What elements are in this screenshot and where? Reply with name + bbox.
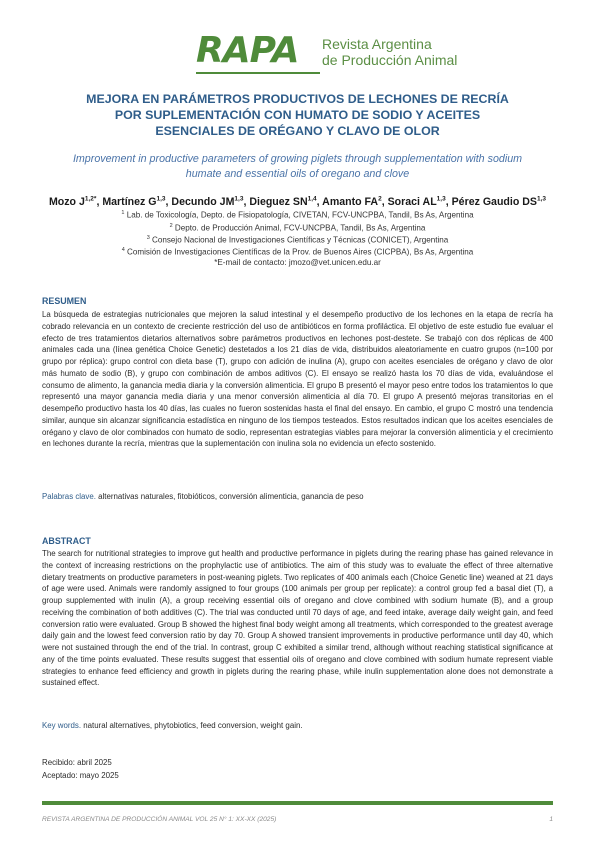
footer-journal: REVISTA ARGENTINA DE PRODUCCIÓN ANIMAL VOL 25 N° 1: XX-XX (2025) [42, 816, 277, 823]
author: Mozo $J^{1,2*}$, [48, 195, 103, 208]
author: Decundo JM$^{1,3}$, [171, 195, 250, 208]
title-spanish-line3: ESENCIALES DE ORÉGANO Y CLAVO DE OLOR [155, 124, 440, 138]
received-date: Recibido: abril 2025 [42, 758, 112, 767]
affiliation: $^4$ Comisión de Investigaciones Científicas de la Prov. de Buenos Aires (CICPBA), Bs As, Argentina [121, 247, 474, 257]
title-spanish-line2: POR SUPLEMENTACIÓN CON HUMATO DE SODIO Y ACEITES [114, 108, 481, 122]
abstract-body: The search for nutritional strategies to improve gut health and productive performance in piglets during the rearing phase has gained relevance in the context of increasing restrictions on the prophylactic use of antibiotics. The aim of this study was to evaluate the effect of three alternative dietary treatments on productive parameters in post-weaning piglets. Two replicates of 400 animals each (Choice Genetic line) weaned at 21 days of age were used. Animals were randomly assigned to four groups (100 animals per group per replicate): a control group fed a basal diet (T), a group supplemented with inulin (A), a group receiving essential oils of oregano and clove combined with sodium humate (B), and a group receiving the combination of both additives (C). The trial was conducted until 70 days of age, and feed intake, average daily weight gain, and feed conversion ratio were evaluated. Group B showed the highest final body weight among all treatments, which corresponded to the greatest average daily gain and the lowest feed conversion ratio by day 70. Group A showed transient improvements in productive performance until day 40, which were not sustained through the end of the trial. In contrast, group C exhibited a similar trend, although without reaching statistical significance at any of the time points evaluated. These results suggest that essential oils of oregano and clove combined with sodium humate represent viable strategies to enhance feed efficiency and growth in piglets during the rearing phase, while inulin supplementation alone does not demonstrate a sustained effect. [42, 549, 553, 688]
author: Dieguez SN$^{1,4}$, [249, 195, 323, 208]
affiliation: $^1$ Lab. de Toxicología, Depto. de Fisiopatología, CIVETAN, FCV-UNCPBA, Tandil, Bs As, Argentina [121, 210, 474, 220]
title-english-line1: Improvement in productive parameters of growing piglets through supplementation with sodium [72, 153, 523, 165]
title-spanish-line1: MEJORA EN PARÁMETROS PRODUCTIVOS DE LECHONES DE RECRÍA [86, 92, 509, 106]
logo-wordmark: RAPA [196, 30, 299, 71]
journal-logo [196, 30, 466, 76]
keywords-label: Key words. [42, 721, 82, 730]
palabras-clave-label: Palabras clave. [42, 492, 96, 501]
abstract-heading: ABSTRACT [42, 536, 91, 546]
author: Martínez G$^{1,3}$, [102, 195, 172, 208]
journal-name-line2: de Producción Animal [322, 52, 458, 68]
journal-name-line1: Revista Argentina [322, 36, 432, 52]
keywords [42, 720, 553, 731]
author: Amanto $FA^2$, [322, 195, 388, 208]
keywords-text: natural alternatives, phytobiotics, feed conversion, weight gain. [81, 721, 303, 730]
palabras-clave-text: alternativas naturales, fitobióticos, conversión alimenticia, ganancia de peso [95, 492, 364, 501]
footer-rule [42, 801, 553, 805]
author-list [20, 192, 575, 209]
affiliation: $^3$ Consejo Nacional de Investigaciones Científicas y Técnicas (CONICET), Argentina [146, 235, 449, 245]
page-number: 1 [549, 816, 553, 823]
palabras-clave [42, 491, 553, 502]
resumen-heading: RESUMEN [42, 296, 87, 306]
title-english-line2: humate and essential oils of oregano and clove [185, 168, 410, 180]
logo-underline [196, 72, 320, 74]
resumen-body: La búsqueda de estrategias nutricionales que mejoren la salud intestinal y el desempeño productivo de los lechones en la etapa de recría ha cobrado relevancia en un contexto de creciente restricción del uso de antibióticos en forma profiláctica. El objetivo de este estudio fue evaluar el efecto de tres tratamientos dietarios alternativos sobre parámetros productivos en lechones post-destete. Se trabajó con dos réplicas de 400 animales cada una (línea genética Choice Genetic) destetados a los 21 días de vida, distribuidos aleatoriamente en cuatro grupos (n=100 por grupo por réplica): grupo control con dieta base (T), grupo con adición de inulina (A), grupo con aceites esenciales de orégano y clavo de olor más humato de sodio (B), y grupo con combinación de ambos aditivos (C). El ensayo se realizó hasta los 70 días de vida, evaluándose el consumo de alimento, la ganancia media diaria y la conversión alimenticia. El grupo B presentó el mayor peso entre todos los tratamientos lo que representó una mayor ganancia media diaria y una menor conversión alimenticia al día 70. El grupo A presentó mejoras transitorias en el desempeño productivo hasta los 40 días, las cuales no fueron sostenidas hasta el final del ensayo. En cambio, el grupo C mostró una tendencia similar, aunque sin alcanzar significancia estadística en ninguno de los tiempos testeados. Estos resultados indican que los aceites esenciales de orégano y clavo de olor combinados con humato de sodio, representan estrategias viables para mejorar la conversión alimenticia y el crecimiento en lechones durante la recría, mientras que la suplementación con inulina sola no evidencia un efecto sostenido. [42, 310, 553, 449]
affiliation: $^2$ Depto. de Producción Animal, FCV-UNCPBA, Tandil, Bs As, Argentina [169, 223, 426, 233]
author: Soraci AL$^{1,3}$, [387, 195, 452, 208]
contact-email: *E-mail de contacto: jmozo@vet.unicen.edu.ar [214, 258, 381, 267]
accepted-date: Aceptado: mayo 2025 [42, 771, 119, 780]
author: Pérez Gaudio DS$^{1,3}$ [451, 195, 547, 208]
